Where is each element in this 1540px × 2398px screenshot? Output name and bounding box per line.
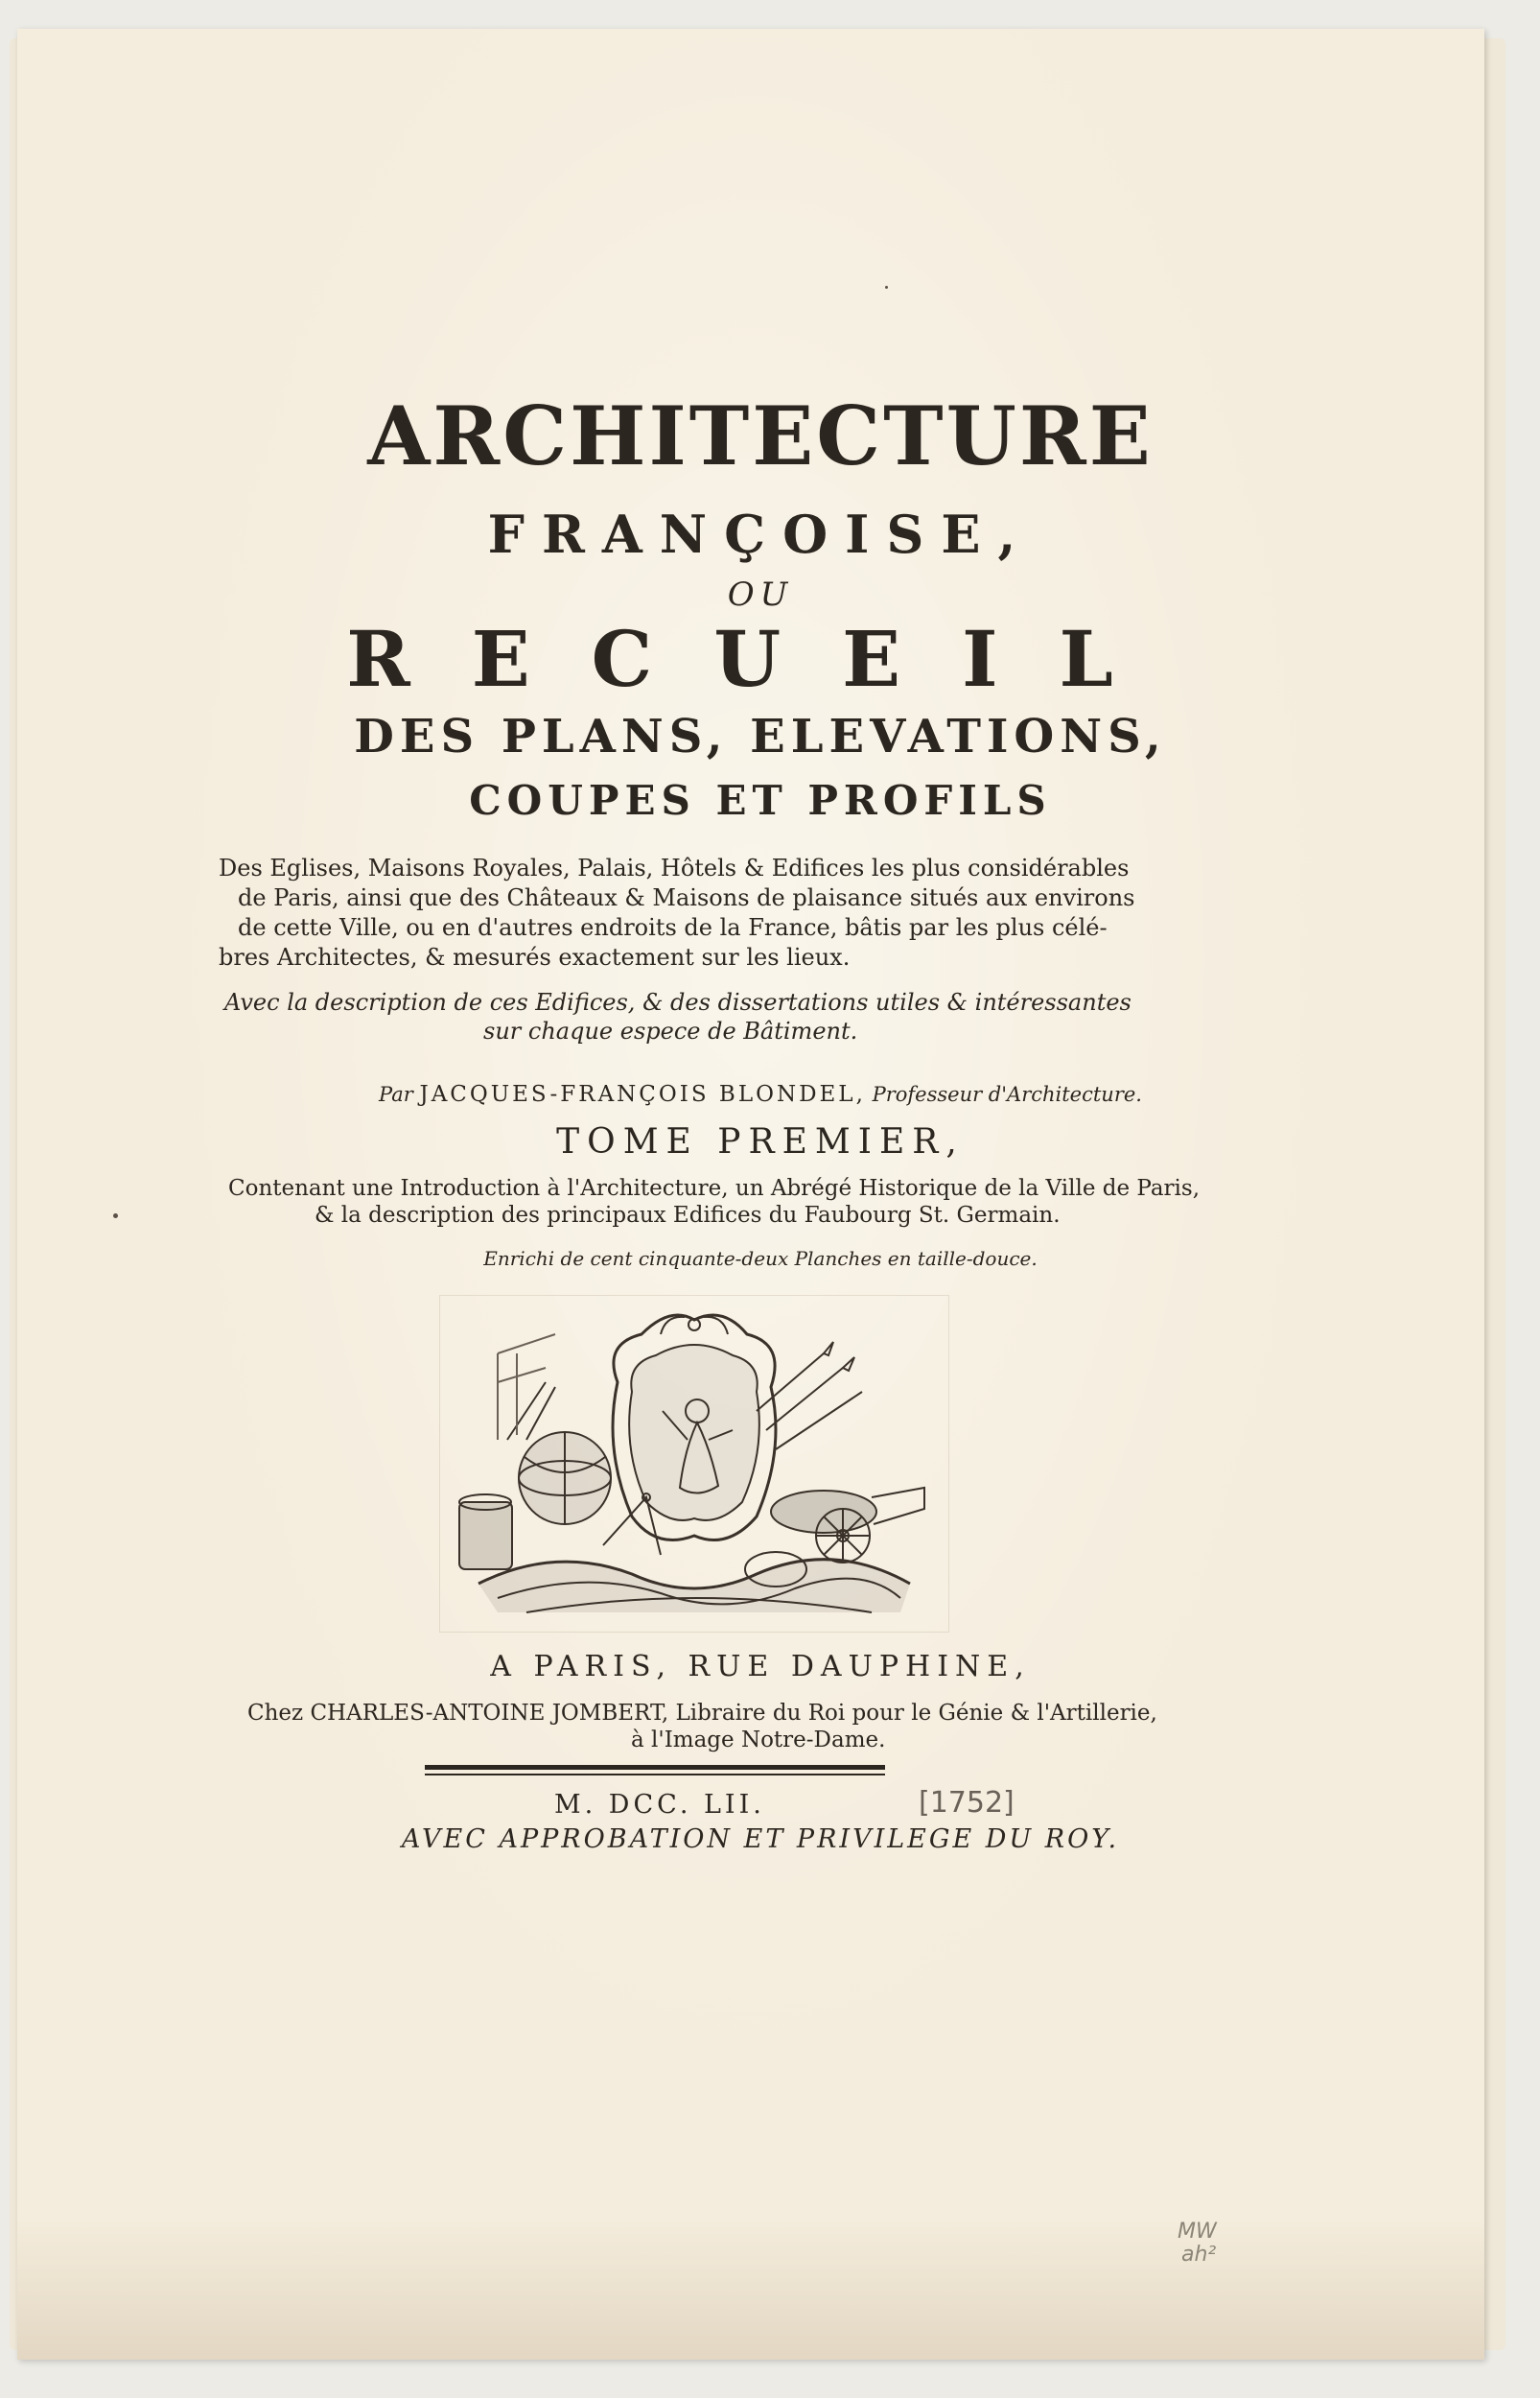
- description-paragraph: [219, 854, 1134, 973]
- double-rule-thick: [425, 1765, 885, 1770]
- description-line: Des Eglises, Maisons Royales, Palais, Hôtels & Edifices les plus considérables: [219, 855, 1130, 882]
- title-architecture: ARCHITECTURE: [367, 388, 1154, 483]
- author-role: Professeur d'Architecture.: [872, 1083, 1142, 1106]
- title-coupes-profils: COUPES ET PROFILS: [469, 777, 1052, 824]
- description-line: de cette Ville, ou en d'autres endroits de la France, bâtis par les plus célé-: [238, 914, 1108, 941]
- description-line: bres Architectes, & mesurés exactement sur les lieux.: [219, 944, 851, 971]
- byline-prefix: Par: [379, 1083, 413, 1106]
- publisher-block: [247, 1700, 1157, 1753]
- description-line: de Paris, ainsi que des Châteaux & Maisons de plaisance situés aux environs: [238, 884, 1135, 911]
- title-page: [17, 29, 1484, 2360]
- contents-paragraph: [228, 1175, 1200, 1229]
- author-name: JACQUES-FRANÇOIS BLONDEL,: [419, 1082, 866, 1107]
- subtitle-paragraph: [224, 988, 1132, 1046]
- privilege-line: AVEC APPROBATION ET PRIVILEGE DU ROY.: [401, 1824, 1120, 1854]
- pencil-note: [1178, 2221, 1217, 2267]
- engraved-vignette: [439, 1295, 949, 1633]
- year-roman: M. DCC. LII.: [554, 1790, 765, 1820]
- subtitle-line: Avec la description de ces Edifices, & des dissertations utiles & intéressantes: [224, 989, 1132, 1016]
- double-rule-thin: [425, 1774, 885, 1775]
- title-plans-elevations: DES PLANS, ELEVATIONS,: [354, 710, 1167, 764]
- subtitle-line: sur chaque espece de Bâtiment.: [483, 1018, 858, 1045]
- paper-speck: [113, 1213, 118, 1218]
- title-ou: OU: [727, 576, 794, 614]
- paper-speck: [885, 286, 888, 289]
- plates-note: Enrichi de cent cinquante-deux Planches en taille-douce.: [483, 1247, 1038, 1270]
- publisher-line: à l'Image Notre-Dame.: [631, 1728, 886, 1752]
- pencil-note-line: MW: [1178, 2220, 1217, 2244]
- volume-heading: TOME PREMIER,: [556, 1122, 965, 1162]
- author-byline: [27, 1082, 1494, 1107]
- title-recueil: RECUEIL: [346, 614, 1175, 704]
- year-annotation: [1752]: [919, 1786, 1015, 1820]
- contents-line: & la description des principaux Edifices du Faubourg St. Germain.: [315, 1203, 1061, 1228]
- contents-line: Contenant une Introduction à l'Architecture, un Abrégé Historique de la Ville de Paris,: [228, 1176, 1201, 1201]
- imprint-place: A PARIS, RUE DAUPHINE,: [490, 1650, 1031, 1683]
- title-francoise: FRANÇOISE,: [487, 504, 1034, 565]
- publisher-line: Chez CHARLES-ANTOINE JOMBERT, Libraire du Roi pour le Génie & l'Artillerie,: [247, 1701, 1157, 1726]
- pencil-note-line: ah²: [1181, 2243, 1217, 2267]
